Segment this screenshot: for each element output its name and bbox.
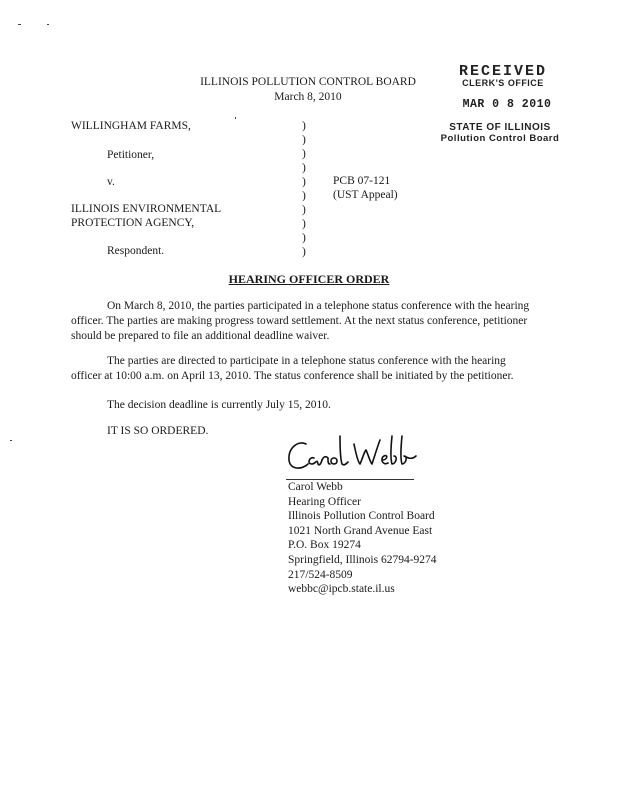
order-date: March 8, 2010 — [274, 91, 342, 103]
respondent-role: Respondent. — [107, 245, 165, 257]
received-stamp-state: STATE OF ILLINOIS — [449, 122, 551, 133]
caption-paren: ) — [302, 148, 306, 160]
caption-paren: ) — [302, 176, 306, 188]
body-paragraph-3: The decision deadline is currently July 15, 2010. — [107, 399, 331, 411]
case-type: (UST Appeal) — [333, 189, 398, 201]
caption-paren: ) — [302, 162, 306, 174]
caption-paren: ) — [302, 134, 306, 146]
signer-title: Hearing Officer — [288, 495, 361, 508]
signer-name: Carol Webb — [288, 481, 343, 493]
received-stamp-office: CLERK'S OFFICE — [462, 78, 544, 88]
signer-po-box: P.O. Box 19274 — [288, 539, 361, 552]
respondent-name-line1: ILLINOIS ENVIRONMENTAL — [71, 203, 222, 215]
case-number: PCB 07-121 — [333, 175, 391, 187]
signer-phone: 217/524-8509 — [288, 568, 353, 581]
signer-email: webbc@ipcb.state.il.us — [288, 583, 395, 596]
caption-paren: ) — [302, 204, 306, 216]
received-stamp-label: RECEIVED — [458, 63, 547, 80]
caption-paren: ) — [302, 190, 306, 202]
signer-city: Springfield, Illinois 62794-9274 — [288, 553, 437, 566]
body-paragraph-2: The parties are directed to participate in a telephone status conference with the hearing officer at 10:00 a.m. on April 13, 2010. The status conference shall be initiated by the petitioner. — [71, 355, 514, 382]
order-title: HEARING OFFICER ORDER — [228, 272, 390, 286]
board-name-heading: ILLINOIS POLLUTION CONTROL BOARD — [200, 76, 416, 88]
petitioner-name: WILLINGHAM FARMS, — [71, 120, 191, 132]
received-stamp-date: MAR 0 8 2010 — [462, 98, 552, 111]
scan-speck — [18, 24, 21, 25]
scan-speck — [235, 117, 236, 119]
caption-paren: ) — [302, 246, 306, 258]
versus-label: v. — [107, 176, 115, 188]
respondent-name-line2: PROTECTION AGENCY, — [71, 217, 195, 229]
closing-statement: IT IS SO ORDERED. — [107, 425, 209, 437]
signature-block — [288, 480, 437, 597]
scan-speck — [47, 24, 49, 25]
caption-paren: ) — [302, 232, 306, 244]
caption-paren: ) — [302, 120, 306, 132]
scan-speck — [10, 440, 12, 441]
body-paragraph-1: On March 8, 2010, the parties participated in a telephone status conference with the hearing officer. The parties are making progress toward settlement. At the next status conference, petitioner should be prepared to file an additional deadline waiver. — [71, 300, 530, 342]
handwritten-signature — [284, 430, 424, 478]
petitioner-role: Petitioner, — [107, 149, 155, 161]
received-stamp-board: Pollution Control Board — [440, 133, 560, 144]
caption-paren: ) — [302, 218, 306, 230]
signer-organization: Illinois Pollution Control Board — [288, 510, 435, 523]
signer-street-address: 1021 North Grand Avenue East — [288, 524, 433, 537]
